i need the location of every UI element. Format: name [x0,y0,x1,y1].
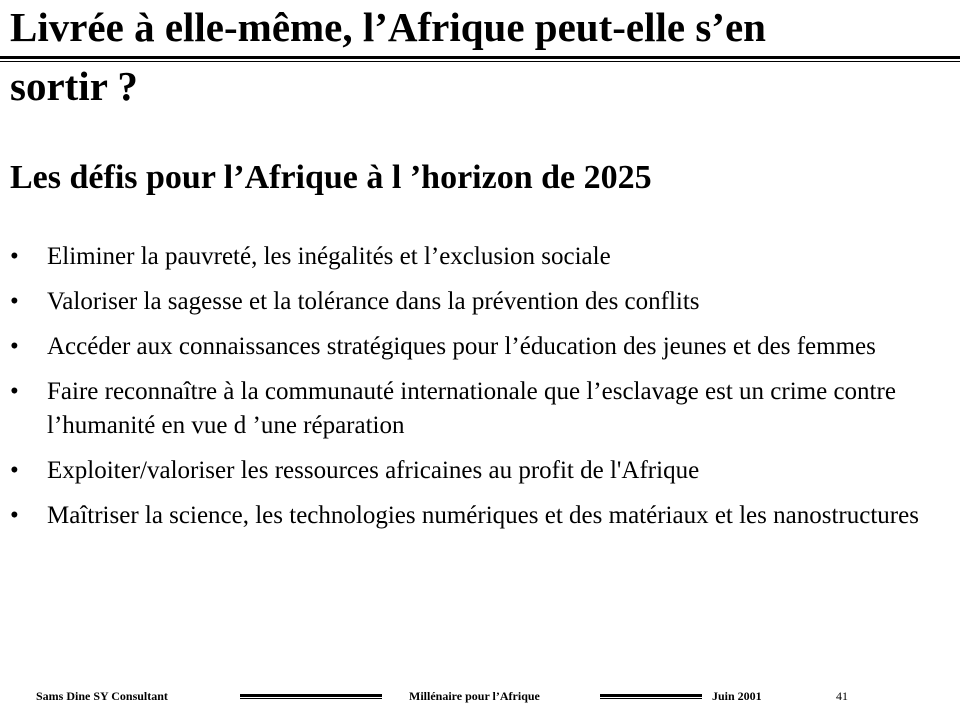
bullet-text: Eliminer la pauvreté, les inégalités et l’exclusion sociale [47,243,611,270]
bullet-item [0,330,960,364]
bullet-text: Valoriser la sagesse et la tolérance dans la prévention des conflits [47,288,700,315]
footer-divider-right [600,694,702,699]
footer-date: Juin 2001 [712,689,762,703]
bullet-marker: • [10,457,19,484]
bullet-item [0,285,960,319]
footer-divider-left [240,694,382,699]
bullet-marker: • [10,243,19,270]
bullet-text: Exploiter/valoriser les ressources africaines au profit de l'Afrique [47,457,700,484]
slide-subtitle: Les défis pour l’Afrique à l ’horizon de 2025 [10,159,652,196]
bullet-item [0,454,960,488]
bullet-text: Maîtriser la science, les technologies numériques et des matériaux et les nanostructures [47,502,919,529]
slide-footer [0,688,960,704]
bullet-item [0,240,960,274]
bullet-text: Accéder aux connaissances stratégiques pour l’éducation des jeunes et des femmes [47,333,876,360]
slide-title-line-1: Livrée à elle-même, l’Afrique peut-elle s’en [10,4,766,50]
bullet-marker: • [10,288,19,315]
bullet-text: Faire reconnaître à la communauté internationale que l’esclavage est un crime contre l’humanité en vue d ’une réparation [47,378,896,439]
slide-title-line-2: sortir ? [10,63,138,109]
page-number: 41 [836,689,848,703]
bullet-marker: • [10,502,19,529]
title-divider-thin [0,61,960,62]
bullet-item [0,375,960,443]
bullet-list [0,240,960,544]
title-divider-thick [0,56,960,59]
bullet-marker: • [10,378,19,405]
bullet-marker: • [10,333,19,360]
bullet-item [0,499,960,533]
footer-event: Millénaire pour l’Afrique [409,689,540,703]
footer-author: Sams Dine SY Consultant [36,689,168,703]
